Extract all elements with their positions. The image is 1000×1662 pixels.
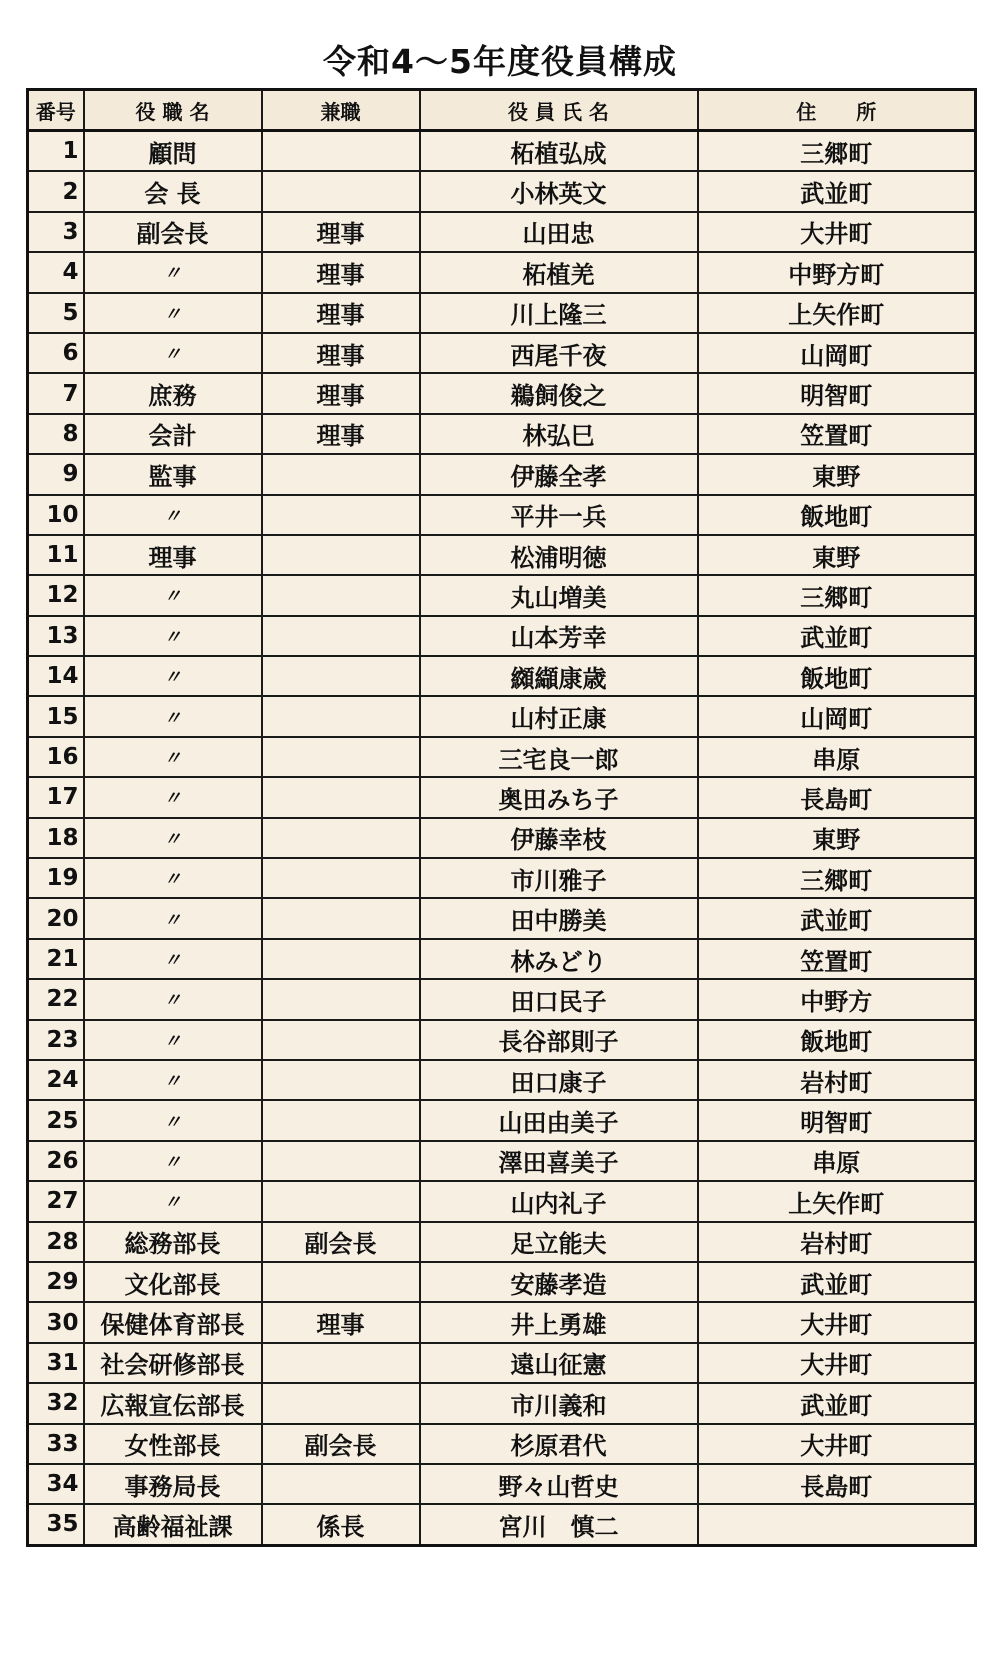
cell-num: 15 [28,696,84,736]
cell-address: 串原 [698,737,976,777]
cell-dual-role [262,1060,420,1100]
cell-num: 22 [28,979,84,1019]
header-role: 役 職 名 [84,90,262,131]
table-row [28,131,976,172]
table-row [28,616,976,656]
cell-name: 井上勇雄 [420,1302,698,1342]
cell-role: 〃 [84,333,262,373]
table-row [28,495,976,535]
cell-dual-role [262,939,420,979]
table-row [28,1100,976,1140]
table-row [28,171,976,211]
cell-name: 西尾千夜 [420,333,698,373]
cell-address: 笠置町 [698,939,976,979]
cell-num: 34 [28,1464,84,1504]
cell-num: 17 [28,777,84,817]
cell-num: 16 [28,737,84,777]
cell-name: 山田忠 [420,212,698,252]
cell-name: 纐纈康歳 [420,656,698,696]
cell-dual-role [262,495,420,535]
cell-role: 〃 [84,1100,262,1140]
cell-dual-role: 副会長 [262,1424,420,1464]
cell-address: 上矢作町 [698,293,976,333]
cell-address: 東野 [698,535,976,575]
cell-name: 市川義和 [420,1383,698,1423]
table-row [28,979,976,1019]
cell-address: 武並町 [698,616,976,656]
cell-num: 28 [28,1222,84,1262]
cell-dual-role: 理事 [262,373,420,413]
cell-num: 13 [28,616,84,656]
cell-num: 1 [28,131,84,172]
cell-dual-role: 副会長 [262,1222,420,1262]
cell-role: 〃 [84,1141,262,1181]
cell-address: 中野方町 [698,252,976,292]
cell-name: 柘植弘成 [420,131,698,172]
cell-num: 27 [28,1181,84,1221]
cell-address: 飯地町 [698,656,976,696]
table-row [28,1222,976,1262]
cell-name: 林みどり [420,939,698,979]
cell-dual-role [262,696,420,736]
cell-role: 広報宣伝部長 [84,1383,262,1423]
cell-role: 顧問 [84,131,262,172]
cell-role: 会計 [84,414,262,454]
cell-num: 5 [28,293,84,333]
cell-name: 澤田喜美子 [420,1141,698,1181]
cell-role: 〃 [84,575,262,615]
cell-address: 明智町 [698,373,976,413]
cell-dual-role: 係長 [262,1504,420,1545]
cell-role: 〃 [84,495,262,535]
cell-dual-role [262,1343,420,1383]
officer-roster-table [26,88,977,1547]
cell-num: 3 [28,212,84,252]
cell-dual-role [262,454,420,494]
cell-num: 26 [28,1141,84,1181]
cell-dual-role [262,1383,420,1423]
cell-name: 奥田みち子 [420,777,698,817]
cell-num: 25 [28,1100,84,1140]
cell-role: 〃 [84,252,262,292]
cell-num: 7 [28,373,84,413]
cell-name: 鵜飼俊之 [420,373,698,413]
cell-dual-role: 理事 [262,414,420,454]
header-num: 番号 [28,90,84,131]
cell-dual-role [262,616,420,656]
cell-name: 市川雅子 [420,858,698,898]
cell-address: 山岡町 [698,333,976,373]
cell-num: 12 [28,575,84,615]
cell-address: 岩村町 [698,1060,976,1100]
cell-dual-role: 理事 [262,212,420,252]
cell-name: 林弘巳 [420,414,698,454]
cell-role: 総務部長 [84,1222,262,1262]
page-title: 令和4～5年度役員構成 [323,42,677,81]
cell-role: 〃 [84,858,262,898]
cell-num: 33 [28,1424,84,1464]
table-row [28,333,976,373]
cell-num: 8 [28,414,84,454]
cell-num: 21 [28,939,84,979]
cell-dual-role: 理事 [262,1302,420,1342]
cell-dual-role [262,1141,420,1181]
cell-dual-role [262,1262,420,1302]
cell-dual-role [262,979,420,1019]
cell-address [698,1504,976,1545]
cell-role: 〃 [84,1020,262,1060]
cell-address: 明智町 [698,1100,976,1140]
cell-role: 〃 [84,656,262,696]
cell-role: 監事 [84,454,262,494]
table-row [28,454,976,494]
roster-body [28,131,976,1546]
cell-dual-role [262,575,420,615]
cell-dual-role [262,535,420,575]
cell-name: 川上隆三 [420,293,698,333]
cell-address: 三郷町 [698,131,976,172]
cell-address: 東野 [698,454,976,494]
table-row [28,1504,976,1545]
cell-name: 山村正康 [420,696,698,736]
cell-role: 〃 [84,737,262,777]
cell-address: 長島町 [698,1464,976,1504]
table-row [28,939,976,979]
cell-role: 理事 [84,535,262,575]
cell-address: 上矢作町 [698,1181,976,1221]
table-row [28,414,976,454]
cell-role: 〃 [84,293,262,333]
table-row [28,1181,976,1221]
cell-num: 6 [28,333,84,373]
cell-name: 田口民子 [420,979,698,1019]
cell-num: 29 [28,1262,84,1302]
cell-num: 2 [28,171,84,211]
cell-dual-role [262,1181,420,1221]
cell-num: 10 [28,495,84,535]
table-row [28,656,976,696]
cell-name: 松浦明徳 [420,535,698,575]
table-row [28,1302,976,1342]
cell-address: 武並町 [698,171,976,211]
cell-dual-role [262,1464,420,1504]
cell-address: 武並町 [698,1262,976,1302]
cell-num: 11 [28,535,84,575]
cell-address: 武並町 [698,898,976,938]
cell-num: 14 [28,656,84,696]
cell-address: 東野 [698,818,976,858]
cell-name: 伊藤全孝 [420,454,698,494]
cell-role: 庶務 [84,373,262,413]
cell-name: 山田由美子 [420,1100,698,1140]
cell-role: 社会研修部長 [84,1343,262,1383]
cell-dual-role [262,818,420,858]
cell-num: 32 [28,1383,84,1423]
cell-name: 丸山増美 [420,575,698,615]
cell-dual-role [262,171,420,211]
cell-role: 〃 [84,979,262,1019]
cell-name: 長谷部則子 [420,1020,698,1060]
cell-num: 23 [28,1020,84,1060]
cell-num: 30 [28,1302,84,1342]
table-row [28,1020,976,1060]
cell-address: 飯地町 [698,495,976,535]
cell-name: 平井一兵 [420,495,698,535]
cell-num: 20 [28,898,84,938]
cell-address: 中野方 [698,979,976,1019]
cell-num: 18 [28,818,84,858]
cell-address: 岩村町 [698,1222,976,1262]
cell-dual-role [262,858,420,898]
cell-role: 女性部長 [84,1424,262,1464]
cell-dual-role [262,777,420,817]
header-dual-role: 兼職 [262,90,420,131]
cell-dual-role: 理事 [262,333,420,373]
table-row [28,293,976,333]
cell-dual-role: 理事 [262,252,420,292]
cell-address: 串原 [698,1141,976,1181]
cell-dual-role [262,656,420,696]
table-row [28,1343,976,1383]
cell-num: 19 [28,858,84,898]
cell-name: 足立能夫 [420,1222,698,1262]
cell-address: 大井町 [698,1302,976,1342]
cell-name: 杉原君代 [420,1424,698,1464]
table-row [28,1262,976,1302]
cell-dual-role: 理事 [262,293,420,333]
cell-name: 小林英文 [420,171,698,211]
cell-dual-role [262,1020,420,1060]
cell-address: 大井町 [698,1424,976,1464]
cell-role: 副会長 [84,212,262,252]
cell-name: 田口康子 [420,1060,698,1100]
cell-name: 柘植羌 [420,252,698,292]
cell-address: 三郷町 [698,858,976,898]
cell-address: 飯地町 [698,1020,976,1060]
cell-role: 〃 [84,939,262,979]
table-row [28,818,976,858]
table-row [28,252,976,292]
cell-name: 山本芳幸 [420,616,698,656]
cell-name: 伊藤幸枝 [420,818,698,858]
cell-address: 長島町 [698,777,976,817]
table-row [28,1060,976,1100]
cell-address: 武並町 [698,1383,976,1423]
table-row [28,373,976,413]
table-row [28,737,976,777]
table-row [28,898,976,938]
header-row [28,90,976,131]
header-address: 住 所 [698,90,976,131]
cell-address: 大井町 [698,1343,976,1383]
table-row [28,535,976,575]
cell-role: 〃 [84,1060,262,1100]
cell-role: 〃 [84,696,262,736]
table-row [28,212,976,252]
table-row [28,777,976,817]
table-row [28,696,976,736]
table-row [28,575,976,615]
cell-address: 大井町 [698,212,976,252]
cell-role: 〃 [84,616,262,656]
header-name: 役 員 氏 名 [420,90,698,131]
cell-role: 〃 [84,1181,262,1221]
table-row [28,858,976,898]
cell-name: 田中勝美 [420,898,698,938]
cell-role: 〃 [84,898,262,938]
cell-dual-role [262,131,420,172]
cell-role: 会 長 [84,171,262,211]
cell-address: 三郷町 [698,575,976,615]
cell-dual-role [262,898,420,938]
cell-num: 31 [28,1343,84,1383]
table-row [28,1464,976,1504]
table-row [28,1424,976,1464]
cell-num: 9 [28,454,84,494]
cell-role: 高齢福祉課 [84,1504,262,1545]
cell-name: 遠山征憲 [420,1343,698,1383]
cell-num: 24 [28,1060,84,1100]
cell-name: 安藤孝造 [420,1262,698,1302]
cell-num: 4 [28,252,84,292]
cell-role: 文化部長 [84,1262,262,1302]
cell-role: 〃 [84,818,262,858]
cell-role: 事務局長 [84,1464,262,1504]
cell-name: 宮川 慎二 [420,1504,698,1545]
cell-name: 野々山哲史 [420,1464,698,1504]
cell-dual-role [262,737,420,777]
cell-role: 保健体育部長 [84,1302,262,1342]
cell-name: 山内礼子 [420,1181,698,1221]
cell-address: 山岡町 [698,696,976,736]
cell-name: 三宅良一郎 [420,737,698,777]
cell-dual-role [262,1100,420,1140]
table-row [28,1383,976,1423]
cell-num: 35 [28,1504,84,1545]
cell-address: 笠置町 [698,414,976,454]
cell-role: 〃 [84,777,262,817]
table-row [28,1141,976,1181]
